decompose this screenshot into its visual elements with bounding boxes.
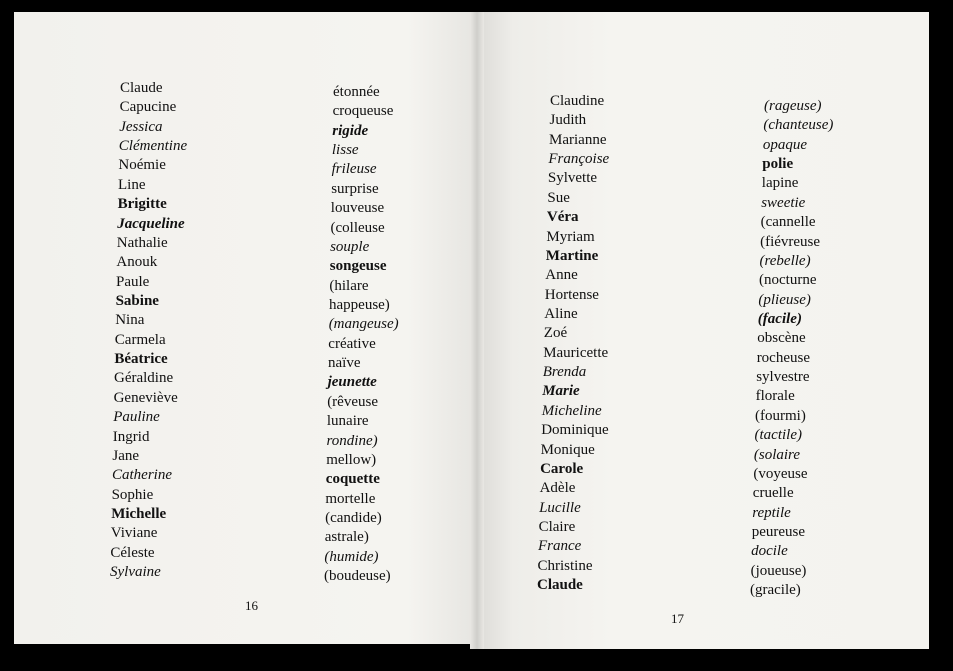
- word-entry: (hilare: [329, 277, 369, 294]
- name-entry: Dominique: [541, 422, 609, 439]
- name-entry: Marianne: [549, 131, 607, 148]
- word-entry: coquette: [325, 471, 380, 488]
- name-entry: Nathalie: [116, 234, 168, 251]
- name-entry: Martine: [545, 247, 599, 264]
- name-entry: Mauricette: [543, 344, 609, 361]
- name-entry: Claudine: [550, 93, 605, 109]
- word-entry: polie: [762, 156, 794, 173]
- name-entry: Hortense: [544, 286, 599, 303]
- name-entry: Géraldine: [114, 370, 174, 387]
- word-entry: astrale): [324, 529, 369, 546]
- word-entry: (boudeuse): [324, 568, 391, 584]
- page-number-right: 17: [671, 611, 684, 626]
- name-entry: Viviane: [110, 525, 158, 542]
- word-entry: (mangeuse): [328, 316, 399, 333]
- name-entry: Paule: [116, 273, 150, 290]
- name-entry: Nina: [115, 312, 145, 329]
- name-entry: Line: [118, 176, 146, 193]
- name-entry: Jessica: [119, 118, 163, 135]
- name-entry: Véra: [546, 209, 579, 226]
- word-entry: (joueuse): [750, 562, 807, 579]
- word-entry: lunaire: [326, 413, 369, 430]
- book-gutter: [470, 12, 484, 649]
- name-entry: Sylvette: [547, 170, 598, 187]
- word-entry: lisse: [331, 142, 359, 159]
- name-entry: Claire: [538, 518, 576, 535]
- name-entry: Michelle: [111, 505, 167, 522]
- word-entry: souple: [330, 238, 370, 255]
- word-entry: (plieuse): [758, 291, 811, 308]
- word-entry: mellow): [326, 451, 377, 468]
- name-entry: France: [538, 538, 582, 555]
- name-entry: Zoé: [543, 325, 568, 342]
- name-entry: Clémentine: [118, 138, 188, 155]
- name-entry: Brigitte: [117, 196, 167, 213]
- word-entry: croqueuse: [332, 103, 394, 120]
- page-number-left: 16: [245, 598, 258, 613]
- word-entry: (rageuse): [764, 98, 822, 114]
- word-entry: rocheuse: [756, 349, 810, 366]
- name-entry: Carmela: [114, 331, 166, 348]
- name-entry: Brenda: [542, 364, 587, 380]
- word-entry: florale: [755, 388, 795, 405]
- word-entry: (solaire: [753, 446, 800, 463]
- word-entry: surprise: [331, 180, 379, 197]
- name-entry: Anne: [545, 267, 578, 284]
- name-entry: Myriam: [546, 228, 595, 245]
- word-entry: (fourmi): [755, 407, 806, 424]
- name-entry: Aline: [544, 306, 578, 322]
- word-entry: louveuse: [330, 200, 385, 217]
- name-entry: Geneviève: [113, 389, 178, 406]
- word-entry: cruelle: [752, 485, 794, 502]
- word-entry: peureuse: [751, 523, 805, 540]
- word-entry: rondine): [326, 432, 378, 449]
- name-entry: Micheline: [541, 402, 602, 419]
- name-entry: Claude: [120, 80, 163, 96]
- name-entry: Jacqueline: [117, 215, 185, 232]
- name-entry: Capucine: [119, 99, 177, 116]
- name-entry: Sylvaine: [110, 564, 161, 580]
- name-entry: Adèle: [539, 480, 576, 497]
- name-entry: Christine: [537, 557, 593, 574]
- word-entry: (cannelle: [760, 214, 816, 231]
- word-entry: (candide): [325, 509, 382, 526]
- word-entry: (colleuse: [330, 219, 385, 236]
- name-entry: Sabine: [115, 293, 159, 309]
- name-entry: Sophie: [111, 486, 154, 503]
- word-entry: happeuse): [329, 297, 390, 313]
- word-entry: mortelle: [325, 490, 376, 507]
- word-entry: (humide): [324, 548, 379, 565]
- name-entry: Jane: [112, 447, 140, 464]
- name-entry: Noémie: [118, 157, 166, 174]
- word-entry: (tactile): [754, 427, 802, 444]
- word-entry: reptile: [752, 504, 791, 521]
- name-entry: Judith: [549, 112, 587, 129]
- word-entry: docile: [751, 543, 788, 560]
- name-entry: Béatrice: [114, 351, 168, 367]
- word-entry: étonnée: [333, 84, 380, 100]
- name-entry: Ingrid: [112, 428, 150, 445]
- name-entry: Catherine: [112, 467, 172, 484]
- left-page: [14, 12, 477, 644]
- word-entry: (chanteuse): [763, 117, 834, 134]
- word-entry: (facile): [757, 311, 802, 327]
- word-entry: (fiévreuse: [760, 233, 821, 250]
- name-entry: Marie: [542, 383, 580, 400]
- word-entry: (rêveuse: [327, 393, 378, 410]
- name-entry: Monique: [540, 441, 595, 458]
- name-entry: Claude: [537, 577, 583, 593]
- word-entry: frileuse: [331, 161, 377, 178]
- name-entry: Carole: [540, 460, 584, 477]
- word-entry: rigide: [332, 122, 369, 139]
- name-entry: Françoise: [548, 151, 610, 168]
- word-entry: (rebelle): [759, 252, 811, 269]
- word-entry: sylvestre: [756, 369, 810, 385]
- name-entry: Sue: [547, 189, 570, 206]
- word-entry: créative: [328, 335, 376, 352]
- word-entry: lapine: [761, 175, 799, 192]
- word-entry: (voyeuse: [753, 465, 808, 482]
- word-entry: songeuse: [329, 258, 387, 275]
- name-entry: Lucille: [539, 499, 581, 516]
- word-entry: sweetie: [761, 194, 806, 211]
- word-entry: (nocturne: [759, 272, 817, 289]
- name-entry: Céleste: [110, 544, 155, 561]
- word-entry: obscène: [757, 330, 806, 347]
- word-entry: naïve: [328, 355, 361, 371]
- name-entry: Pauline: [113, 409, 160, 426]
- word-entry: jeunette: [327, 374, 377, 391]
- word-entry: (gracile): [750, 582, 801, 598]
- name-entry: Anouk: [116, 254, 158, 271]
- word-entry: opaque: [762, 136, 808, 153]
